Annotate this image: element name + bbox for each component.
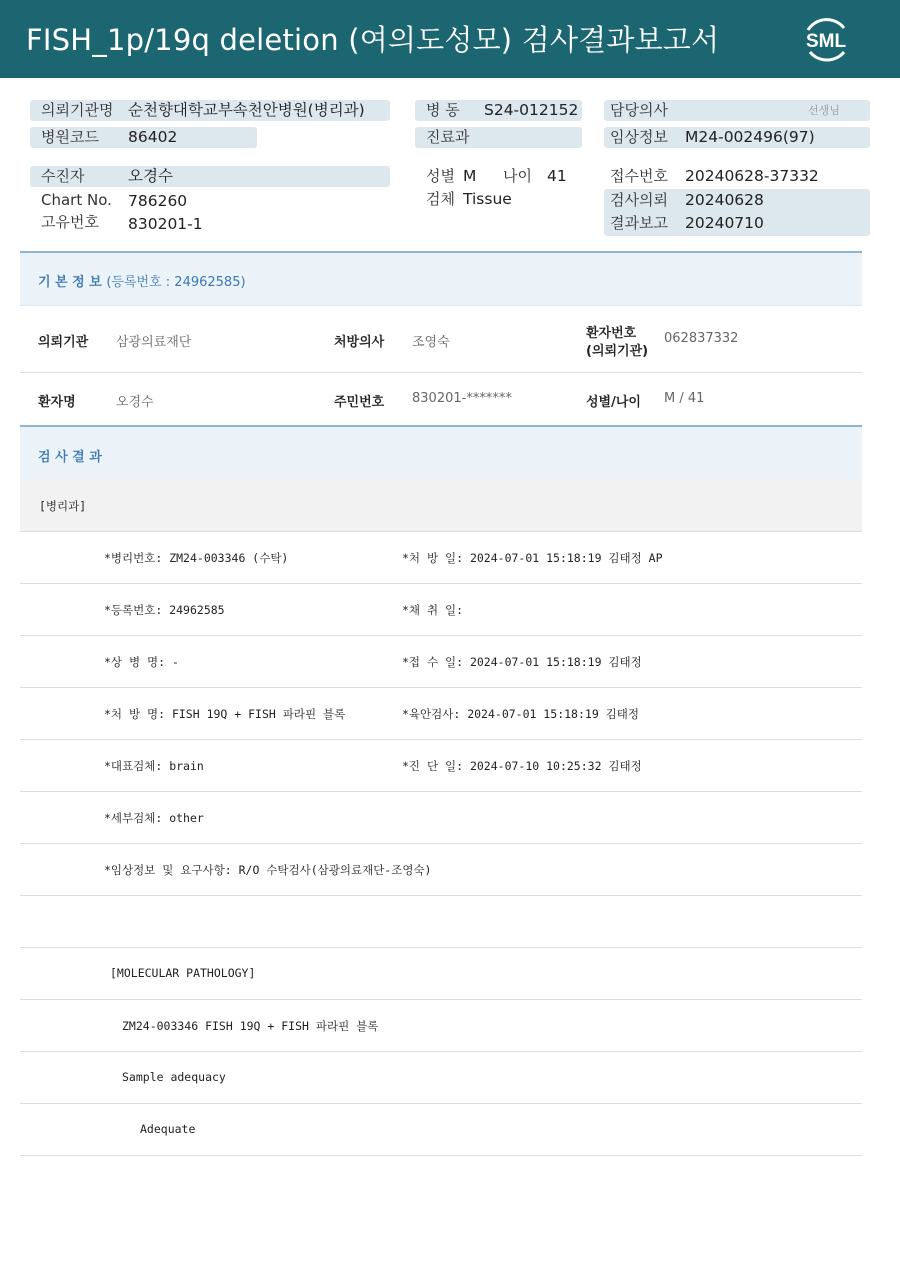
result-line	[20, 532, 862, 584]
result-line	[20, 1104, 862, 1156]
info-key: 의뢰기관	[38, 335, 89, 350]
report-date-label: 결과보고	[610, 214, 668, 232]
info-key: 처방의사	[334, 335, 385, 350]
result-line	[20, 792, 862, 844]
patient-value: 오경수	[128, 167, 173, 185]
result-line-empty	[20, 896, 862, 948]
result-left: *임상정보 및 요구사항: R/O 수탁검사(삼광의료재단-조영숙)	[104, 863, 432, 877]
clinical-info-value: M24-002496(97)	[685, 128, 815, 146]
ward-value: S24-012152	[484, 101, 579, 119]
basic-info-row	[20, 305, 862, 373]
sml-logo	[798, 12, 854, 68]
receipt-no-value: 20240628-37332	[685, 167, 819, 185]
basic-info-title	[38, 271, 246, 290]
receipt-no-label: 접수번호	[610, 167, 668, 185]
request-date-label: 검사의뢰	[610, 191, 668, 209]
institution-label: 의뢰기관명	[41, 101, 114, 119]
doctor-label: 담당의사	[610, 101, 668, 119]
result-line	[20, 1052, 862, 1104]
result-line	[20, 688, 862, 740]
sex-label: 성별	[426, 167, 455, 185]
results-section-header	[20, 425, 862, 481]
result-left: Adequate	[140, 1122, 196, 1136]
result-left: *처 방 명: FISH 19Q + FISH 파라핀 블록	[104, 707, 346, 721]
info-key: 성별/나이	[586, 395, 641, 410]
info-value: 830201-*******	[412, 391, 512, 406]
result-right: *접 수 일: 2024-07-01 15:18:19 김태정	[402, 655, 642, 669]
patient-label: 수진자	[41, 167, 85, 185]
result-line	[20, 584, 862, 636]
age-value: 41	[547, 167, 567, 185]
report-header	[0, 0, 900, 78]
info-value: 조영숙	[412, 335, 450, 350]
department-label: 진료과	[426, 128, 470, 146]
unique-no-label: 고유번호	[41, 213, 99, 231]
info-value: M / 41	[664, 391, 705, 406]
registration-number: (등록번호 : 24962585)	[106, 275, 246, 290]
result-right: *진 단 일: 2024-07-10 10:25:32 김태정	[402, 759, 642, 773]
request-date-value: 20240628	[685, 191, 764, 209]
result-left: *세부검체: other	[104, 811, 204, 825]
result-line	[20, 948, 862, 1000]
svg-text:SML: SML	[805, 31, 847, 52]
basic-info-row	[20, 373, 862, 426]
chart-no-value: 786260	[128, 192, 188, 210]
result-right: *채 취 일:	[402, 603, 464, 617]
info-key-sub: (의뢰기관)	[586, 344, 649, 359]
basic-info-section-header	[20, 251, 862, 306]
info-key: 환자명	[38, 395, 76, 410]
doctor-value: 선생님	[808, 104, 840, 117]
info-value: 삼광의료재단	[116, 335, 192, 350]
results-title: 검 사 결 과	[38, 450, 102, 465]
hospital-code-label: 병원코드	[41, 128, 99, 146]
info-key: 주민번호	[334, 395, 385, 410]
age-label: 나이	[503, 167, 532, 185]
chart-no-label: Chart No.	[41, 191, 112, 209]
info-value: 062837332	[664, 331, 739, 346]
specimen-label: 검체	[426, 190, 455, 208]
result-left: *상 병 명: -	[104, 655, 179, 669]
basic-info-title-text: 기 본 정 보	[38, 275, 102, 290]
institution-value: 순천향대학교부속천안병원(병리과)	[128, 101, 365, 119]
result-left: *병리번호: ZM24-003346 (수탁)	[104, 551, 289, 565]
info-value: 오경수	[116, 395, 154, 410]
report-date-value: 20240710	[685, 214, 764, 232]
report-title: FISH_1p/19q deletion (여의도성모) 검사결과보고서	[26, 23, 720, 57]
result-line	[20, 844, 862, 896]
result-left: *등록번호: 24962585	[104, 603, 225, 617]
results-dept-row	[20, 480, 862, 532]
clinical-info-label: 임상정보	[610, 128, 668, 146]
ward-label: 병 동	[426, 101, 460, 119]
result-right: *처 방 일: 2024-07-01 15:18:19 김태정 AP	[402, 551, 663, 565]
results-department: [병리과]	[39, 499, 87, 513]
result-line	[20, 1000, 862, 1052]
unique-no-value: 830201-1	[128, 215, 203, 233]
specimen-value: Tissue	[463, 190, 512, 208]
result-right: *육안검사: 2024-07-01 15:18:19 김태정	[402, 707, 640, 721]
result-left: *대표검체: brain	[104, 759, 204, 773]
info-key: 환자번호	[586, 326, 637, 341]
result-left: [MOLECULAR PATHOLOGY]	[110, 966, 256, 980]
result-left: ZM24-003346 FISH 19Q + FISH 파라핀 블록	[122, 1019, 379, 1033]
result-line	[20, 636, 862, 688]
result-left: Sample adequacy	[122, 1070, 226, 1084]
hospital-code-value: 86402	[128, 128, 178, 146]
result-line	[20, 740, 862, 792]
sex-value: M	[463, 167, 477, 185]
